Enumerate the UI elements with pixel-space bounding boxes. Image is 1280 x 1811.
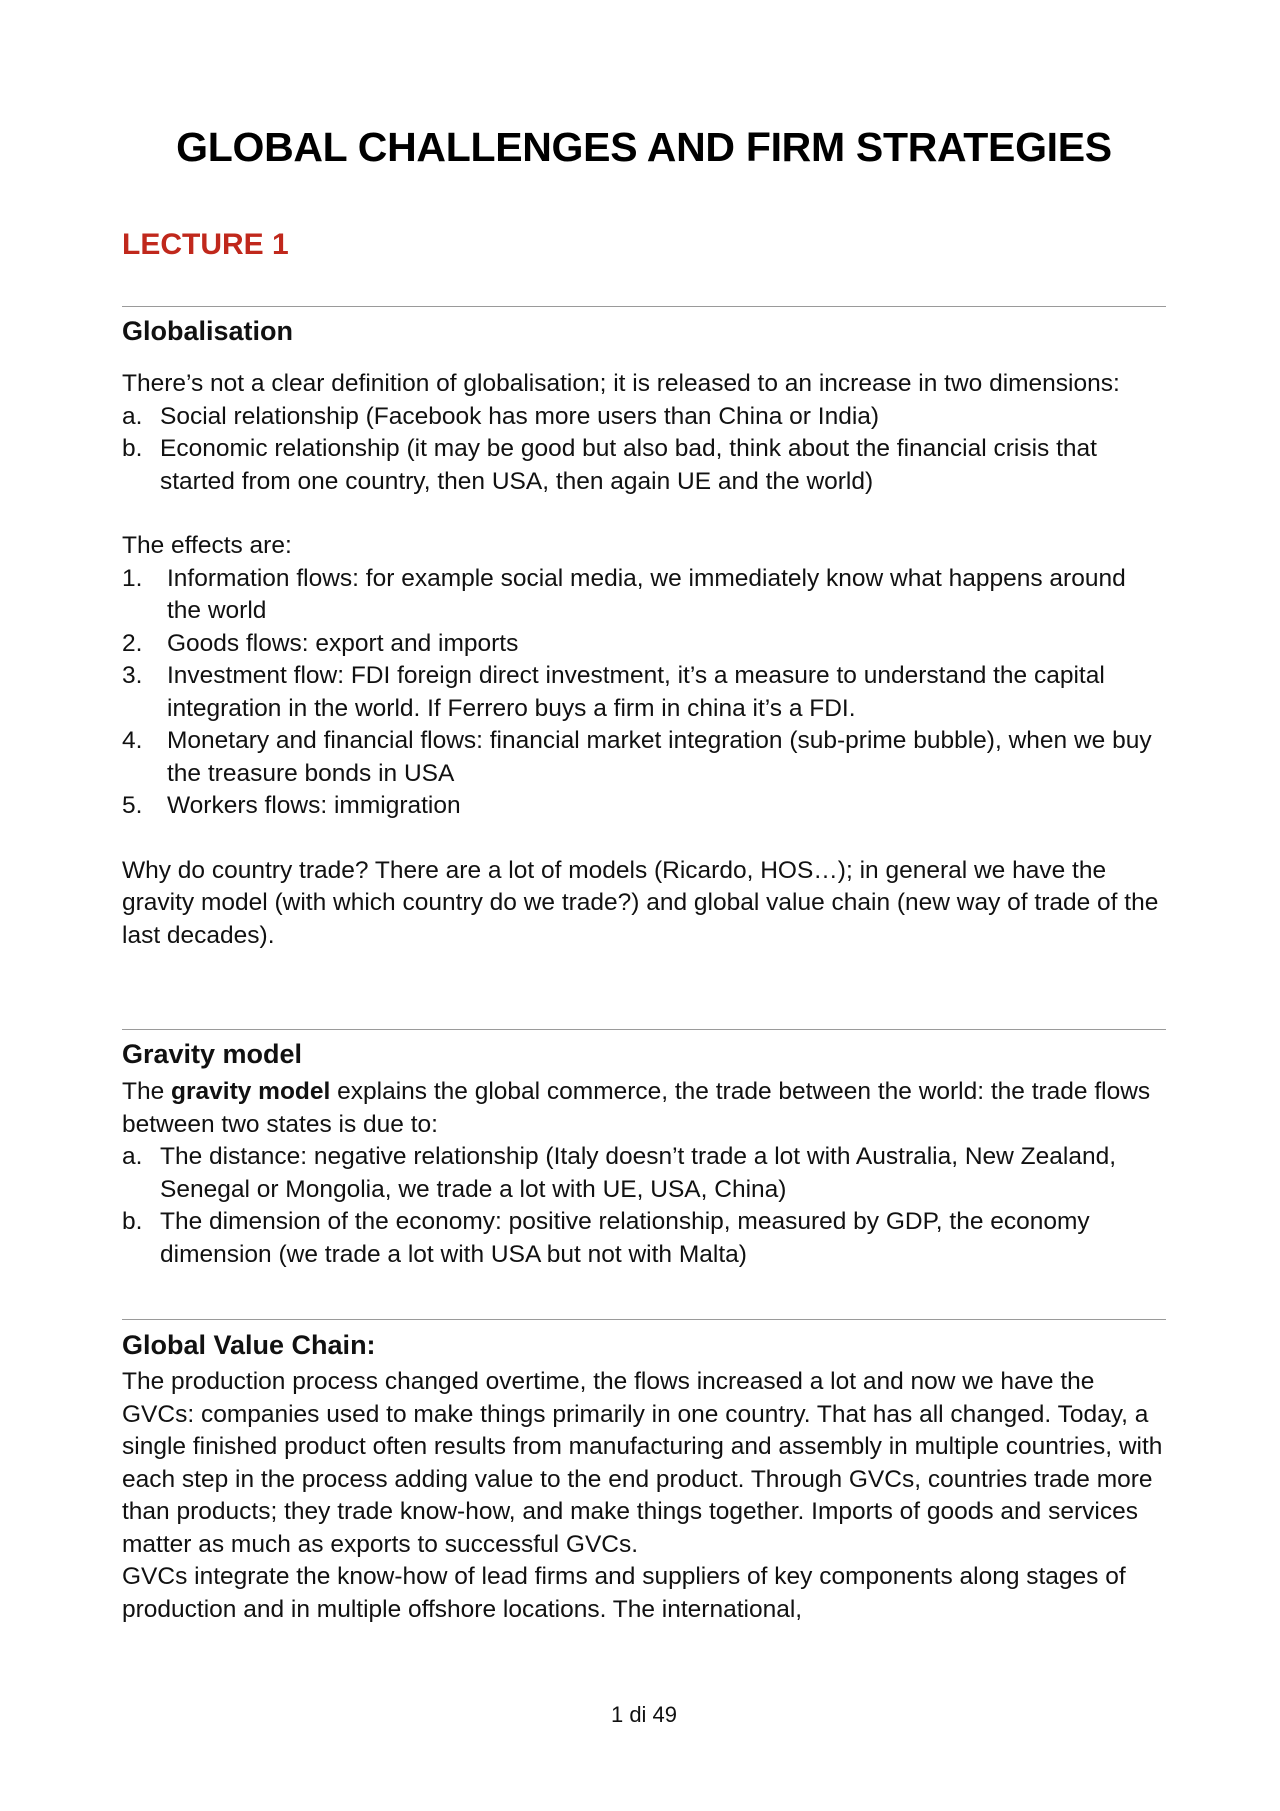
list-marker: 3. bbox=[122, 662, 143, 689]
globalisation-intro: There’s not a clear definition of globalisation; it is released to an increase in two dimensions: bbox=[122, 370, 1120, 397]
list-marker: 5. bbox=[122, 792, 143, 819]
gravity-intro bbox=[122, 1076, 1166, 1141]
list-item-text: Monetary and financial flows: financial market integration (sub-prime bubble), when we buy the treasure bonds in USA bbox=[167, 727, 1152, 787]
section-heading-gvc: Global Value Chain: bbox=[122, 1330, 376, 1360]
section-divider bbox=[122, 1029, 1166, 1030]
list-item-text: Workers flows: immigration bbox=[167, 792, 461, 819]
list-item-text: Economic relationship (it may be good but also bad, think about the financial crisis that started from one country, then USA, then again UE and the world) bbox=[160, 435, 1097, 495]
gvc-paragraph-1: The production process changed overtime, the flows increased a lot and now we have the GVCs: companies used to make things primarily in one country. That has all changed. Today, a single finished product often results from manufacturing and assembly in multiple countries, with each step in the process adding value to the end product. Through GVCs, countries trade more than products; they trade know-how, and make things together. Imports of goods and services matter as much as exports to successful GVCs. bbox=[122, 1368, 1163, 1558]
list-item-text: Goods flows: export and imports bbox=[167, 629, 519, 657]
globalisation-section bbox=[122, 314, 1166, 952]
list-marker: 2. bbox=[122, 629, 143, 657]
list-item bbox=[122, 628, 1166, 661]
gravity-intro-prefix: The bbox=[122, 1078, 172, 1105]
gvc-section bbox=[122, 1328, 1166, 1626]
section-heading-globalisation: Globalisation bbox=[122, 316, 294, 346]
section-divider bbox=[122, 306, 1166, 307]
list-item bbox=[122, 1206, 1166, 1271]
gravity-section bbox=[122, 1037, 1166, 1271]
list-item-text: Investment flow: FDI foreign direct investment, it’s a measure to understand the capital integration in the world. If Ferrero buys a firm in china it’s a FDI. bbox=[167, 662, 1105, 722]
list-marker: 1. bbox=[122, 564, 143, 592]
gvc-paragraph-2: GVCs integrate the know-how of lead firms and suppliers of key components along stages of production and in multiple offshore locations. The international, bbox=[122, 1563, 1126, 1623]
effects-intro: The effects are: bbox=[122, 532, 292, 559]
document-title: GLOBAL CHALLENGES AND FIRM STRATEGIES bbox=[176, 124, 1112, 170]
list-item-text: The dimension of the economy: positive relationship, measured by GDP, the economy dimension (we trade a lot with USA but not with Malta) bbox=[160, 1208, 1090, 1268]
list-item-text: Information flows: for example social media, we immediately know what happens around the world bbox=[167, 564, 1126, 624]
section-divider bbox=[122, 1319, 1166, 1320]
effects-list bbox=[122, 563, 1166, 823]
dimensions-list bbox=[122, 401, 1166, 499]
list-marker: b. bbox=[122, 435, 143, 462]
lecture-heading: LECTURE 1 bbox=[122, 228, 289, 261]
list-marker: b. bbox=[122, 1208, 143, 1235]
list-item bbox=[122, 1141, 1166, 1206]
list-item bbox=[122, 660, 1166, 725]
gravity-intro-suffix: explains the global commerce, the trade between the world: the trade flows between two states is due to: bbox=[122, 1078, 1151, 1138]
trade-paragraph: Why do country trade? There are a lot of models (Ricardo, HOS…); in general we have the gravity model (with which country do we trade?) and global value chain (new way of trade of the last decades). bbox=[122, 856, 1159, 949]
list-marker: a. bbox=[122, 1143, 143, 1170]
gravity-intro-bold: gravity model bbox=[171, 1078, 331, 1105]
list-item bbox=[122, 790, 1166, 823]
list-item bbox=[122, 725, 1166, 790]
list-item bbox=[122, 401, 1166, 434]
gravity-factors-list bbox=[122, 1141, 1166, 1271]
section-heading-gravity: Gravity model bbox=[122, 1039, 303, 1069]
list-item-text: Social relationship (Facebook has more users than China or India) bbox=[160, 402, 880, 430]
list-item bbox=[122, 563, 1166, 628]
list-marker: a. bbox=[122, 402, 143, 430]
page-number: 1 di 49 bbox=[610, 1702, 678, 1727]
list-item-text: The distance: negative relationship (Italy doesn’t trade a lot with Australia, New Zealand, Senegal or Mongolia, we trade a lot with UE, USA, China) bbox=[160, 1143, 1117, 1203]
list-item bbox=[122, 433, 1166, 498]
list-marker: 4. bbox=[122, 727, 143, 754]
